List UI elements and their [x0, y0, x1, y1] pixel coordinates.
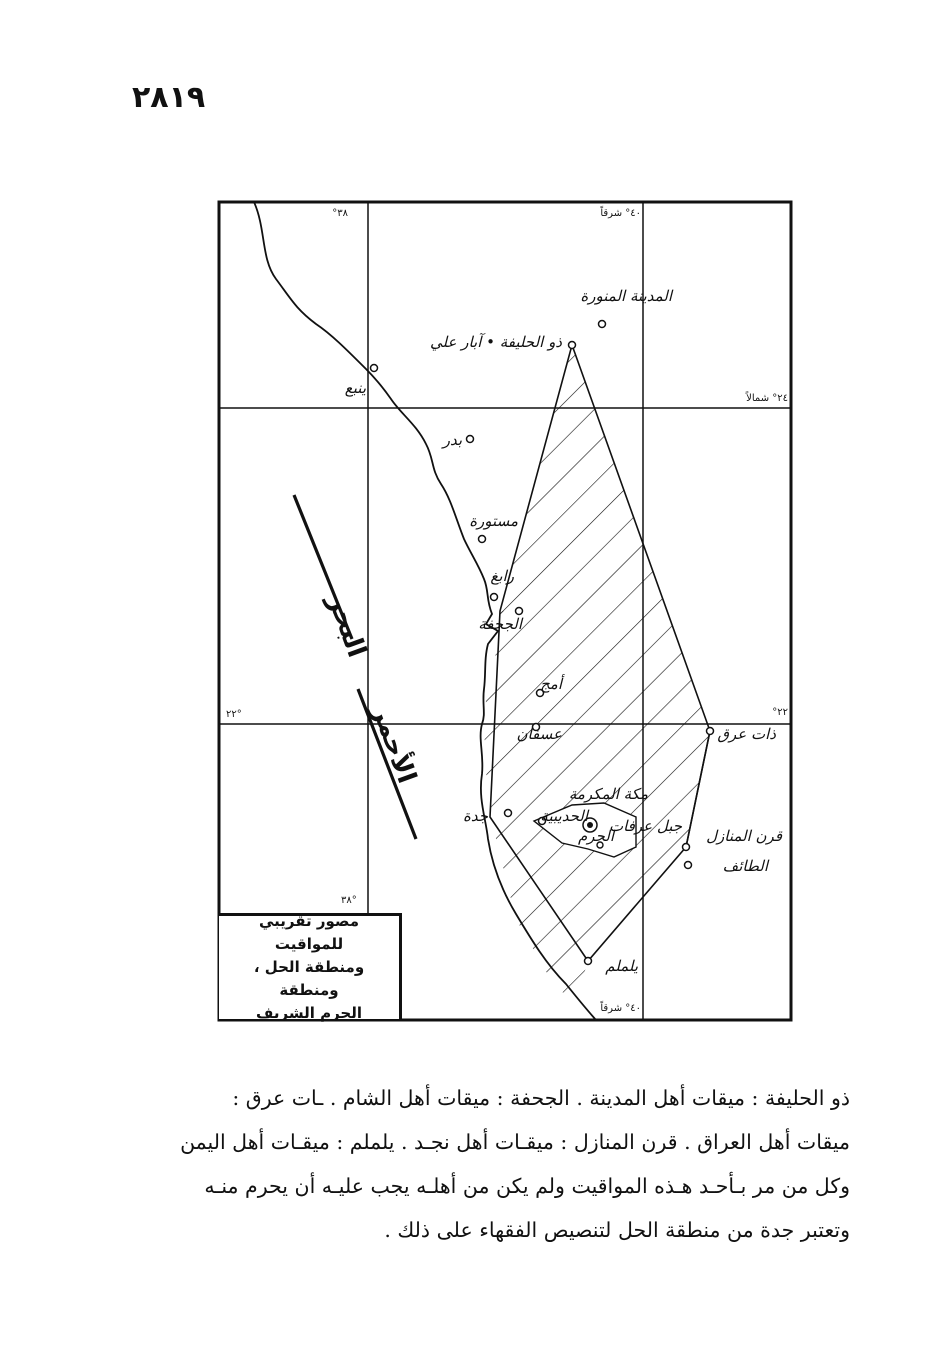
label-sea-word-1: البحر	[321, 590, 372, 662]
label-haram: الحرم	[578, 827, 614, 845]
yanbu-marker	[371, 365, 378, 372]
qarn-marker	[683, 844, 690, 851]
grid-label-right-22: ٢٢°	[772, 707, 788, 718]
juhfah-marker	[516, 608, 523, 615]
rabigh-marker	[491, 594, 498, 601]
dhul-hulayfah-marker	[569, 342, 576, 349]
legend-line-3: الحرم الشريف	[256, 1004, 362, 1022]
caption-line-2: ميقات أهل العراق . قرن المنازل : ميقـات أهل نجـد . يلملم : ميقـات أهل اليمن	[180, 1130, 850, 1154]
label-yanbu: ينبع	[344, 379, 366, 397]
grid-label-bottom-38: ٣٨°	[341, 895, 357, 906]
label-yalamlam: يلملم	[605, 957, 638, 975]
label-hudaybiyah: الحديبية	[540, 807, 588, 825]
label-usfan: عسفان	[516, 725, 562, 743]
label-juhfah: الجحفة	[478, 615, 522, 633]
grid-label-top-38: ٣٨°	[332, 208, 348, 219]
badr-marker	[467, 436, 474, 443]
grid-label-right-24: ٢٤° شمالاً	[746, 393, 788, 404]
grid-label-top-40: ٤٠° شرقاً	[600, 208, 641, 219]
yalamlam-marker	[585, 958, 592, 965]
label-rabigh: رابغ	[490, 567, 514, 585]
caption-line-1: ذو الحليفة : ميقات أهل المدينة . الجحفة : ميقات أهل الشام . ـات عرق :	[232, 1086, 850, 1110]
page-number: ٢٨١٩	[132, 80, 206, 115]
legend-line-1: مصور تقريبي للمواقيت	[258, 912, 360, 953]
grid-label-left-22: ٢٢°	[226, 709, 242, 720]
label-madinah: المدينة المنورة	[580, 287, 672, 305]
label-taif: الطائف	[722, 857, 768, 875]
miqat-map	[216, 199, 794, 1023]
madinah-marker	[599, 321, 606, 328]
label-dhul-hulayfah: ذو الحليفة • آبار علي	[430, 333, 562, 351]
label-sea-word-2: الأحمر	[365, 701, 422, 788]
map-svg	[216, 199, 794, 1023]
caption	[120, 1076, 850, 1252]
caption-line-4: وتعتبر جدة من منطقة الحل لتنصيص الفقهاء على ذلك .	[384, 1218, 850, 1242]
caption-line-3: وكل من مر بـأحـد هـذه المواقيت ولم يكن من أهلـه يجب عليـه أن يحرم منـه	[204, 1174, 850, 1198]
label-badr: بدر	[442, 431, 462, 449]
label-arafat: جبل عرفات	[608, 817, 682, 835]
taif-marker	[685, 862, 692, 869]
legend-line-2: ومنطقة الحل ، ومنطقة	[253, 958, 365, 999]
label-masturah: مستورة	[469, 512, 518, 530]
dhat-irq-marker	[707, 728, 714, 735]
map-legend	[219, 912, 402, 1022]
label-dhat-irq: ذات عرق	[717, 725, 776, 743]
label-qarn: قرن المنازل	[706, 827, 782, 845]
label-amaj: أمج	[540, 675, 562, 693]
label-makkah: مكة المكرمة	[568, 785, 648, 803]
grid-label-bottom-40: ٤٠° شرقاً	[600, 1003, 641, 1014]
masturah-marker	[479, 536, 486, 543]
label-jeddah: جدة	[462, 807, 488, 825]
jeddah-marker	[505, 810, 512, 817]
